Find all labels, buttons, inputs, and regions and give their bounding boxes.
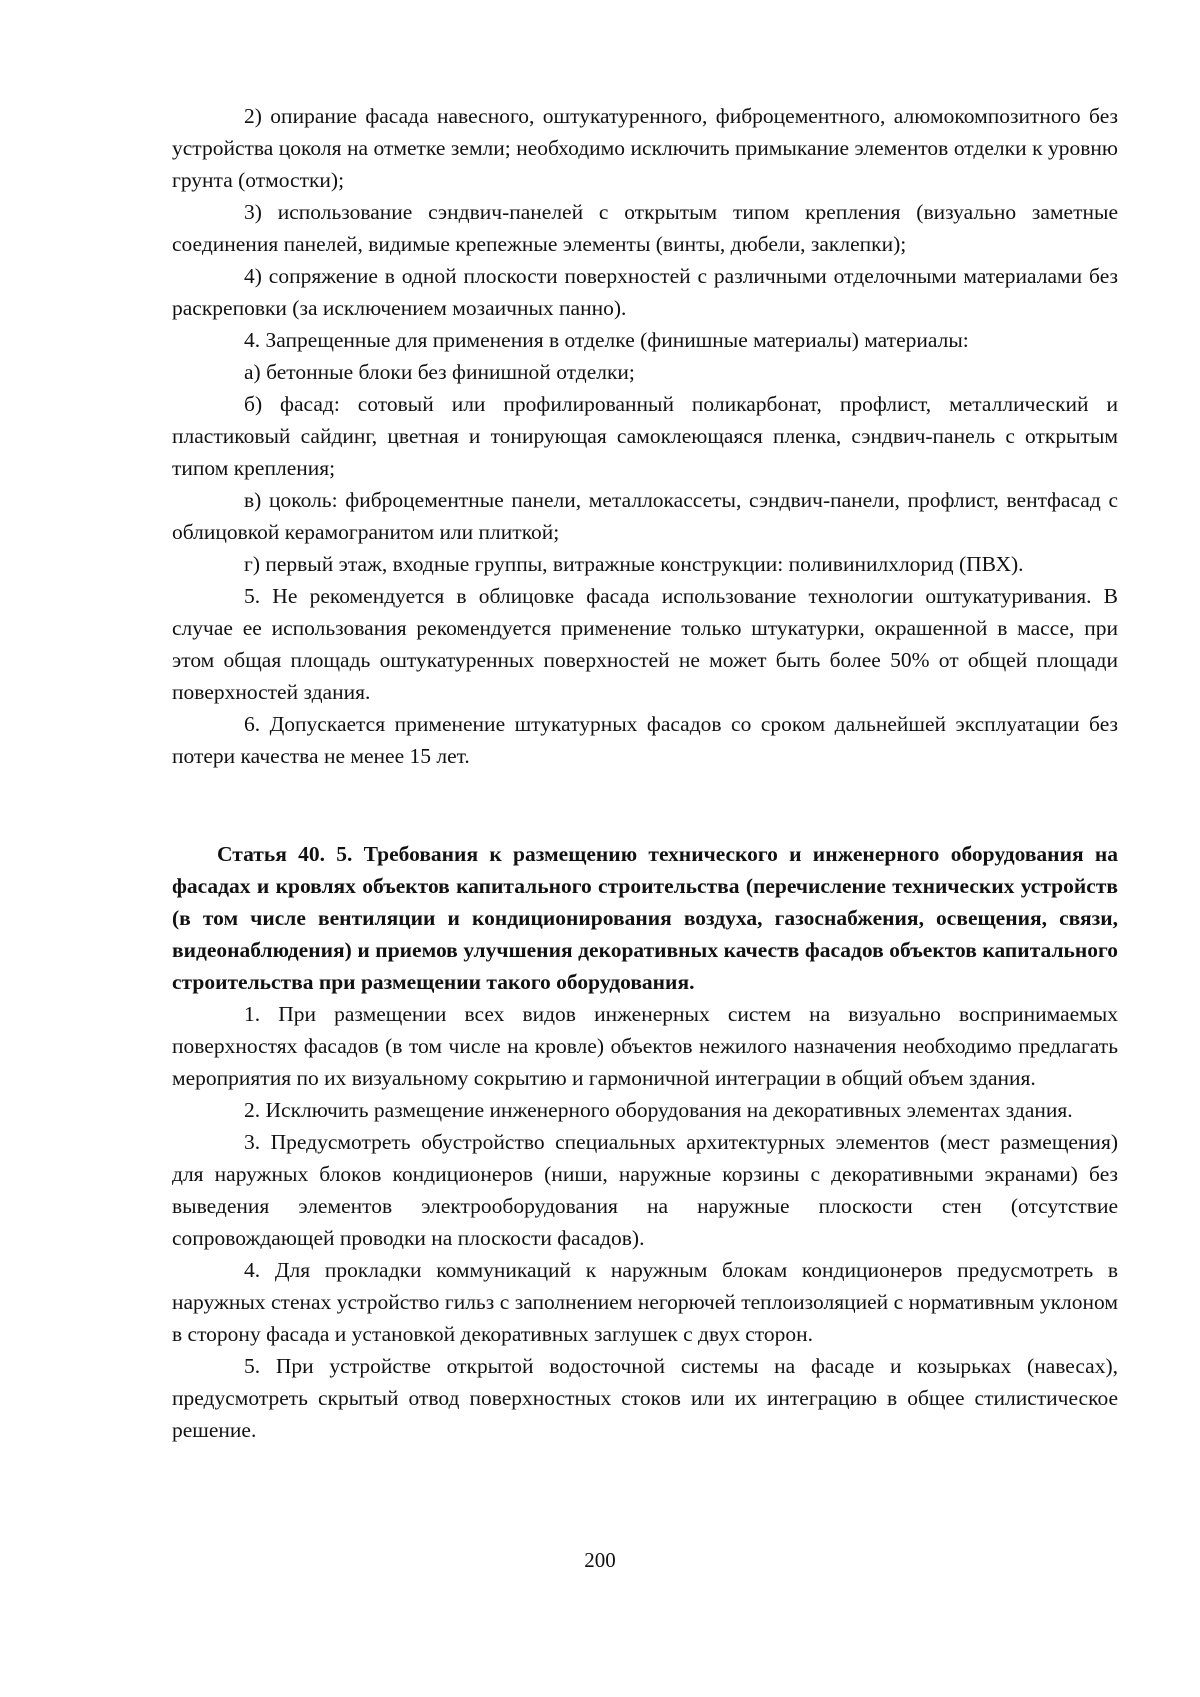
page-number: 200 [584,1548,616,1572]
list-item: 2) опирание фасада навесного, оштукатуренного, фиброцементного, алюмокомпозитного без устройства цоколя на отметке земли; необходимо исключить примыкание элементов отделки к уровню грунта (отмостки); [172,104,1118,192]
list-item: 4. Для прокладки коммуникаций к наружным блокам кондиционеров предусмотреть в наружных стенах устройство гильз с заполнением негорючей теплоизоляцией с нормативным уклоном в сторону фасада и установкой декоративных заглушек с двух сторон. [172,1258,1118,1346]
list-item: г) первый этаж, входные группы, витражные конструкции: поливинилхлорид (ПВХ). [244,552,1024,576]
list-item: 5. При устройстве открытой водосточной системы на фасаде и козырьках (навесах), предусмотреть скрытый отвод поверхностных стоков или их интеграцию в общее стилистическое решение. [172,1354,1118,1442]
list-item: б) фасад: сотовый или профилированный поликарбонат, профлист, металлический и пластиковый сайдинг, цветная и тонирующая самоклеющаяся пленка, сэндвич-панель с открытым типом крепления; [172,392,1118,480]
list-item: 4. Запрещенные для применения в отделке (финишные материалы) материалы: [244,328,969,352]
list-item: 2. Исключить размещение инженерного оборудования на декоративных элементах здания. [244,1098,1073,1122]
list-item: 4) сопряжение в одной плоскости поверхностей с различными отделочными материалами без раскреповки (за исключением мозаичных панно). [172,264,1118,320]
list-item: 5. Не рекомендуется в облицовке фасада использование технологии оштукатуривания. В случае ее использования рекомендуется применение только штукатурки, окрашенной в массе, при этом общая площадь оштукатуренных поверхностей не может быть более 50% от общей площади поверхностей здания. [172,584,1118,704]
list-item: а) бетонные блоки без финишной отделки; [244,360,635,384]
section-gap [172,772,1118,838]
list-item: 6. Допускается применение штукатурных фасадов со сроком дальнейшей эксплуатации без потери качества не менее 15 лет. [172,712,1118,768]
article-heading: Статья 40. 5. Требования к размещению технического и инженерного оборудования на фасадах и кровлях объектов капитального строительства (перечисление технических устройств (в том числе вентиляции и кондиционирования воздуха, газоснабжения, освещения, связи, видеонаблюдения) и приемов улучшения декоративных качеств фасадов объектов капитального строительства при размещении такого оборудования. [172,842,1118,994]
document-page [172,100,1118,1446]
list-item: в) цоколь: фиброцементные панели, металлокассеты, сэндвич-панели, профлист, вентфасад с облицовкой керамогранитом или плиткой; [172,488,1118,544]
list-item: 3. Предусмотреть обустройство специальных архитектурных элементов (мест размещения) для наружных блоков кондиционеров (ниши, наружные корзины с декоративными экранами) без выведения элементов электрооборудования на наружные плоскости стен (отсутствие сопровождающей проводки на плоскости фасадов). [172,1130,1118,1250]
list-item: 1. При размещении всех видов инженерных систем на визуально воспринимаемых поверхностях фасадов (в том числе на кровле) объектов нежилого назначения необходимо предлагать мероприятия по их визуальному сокрытию и гармоничной интеграции в общий объем здания. [172,1002,1118,1090]
list-item: 3) использование сэндвич-панелей с открытым типом крепления (визуально заметные соединения панелей, видимые крепежные элементы (винты, дюбели, заклепки); [172,200,1118,256]
